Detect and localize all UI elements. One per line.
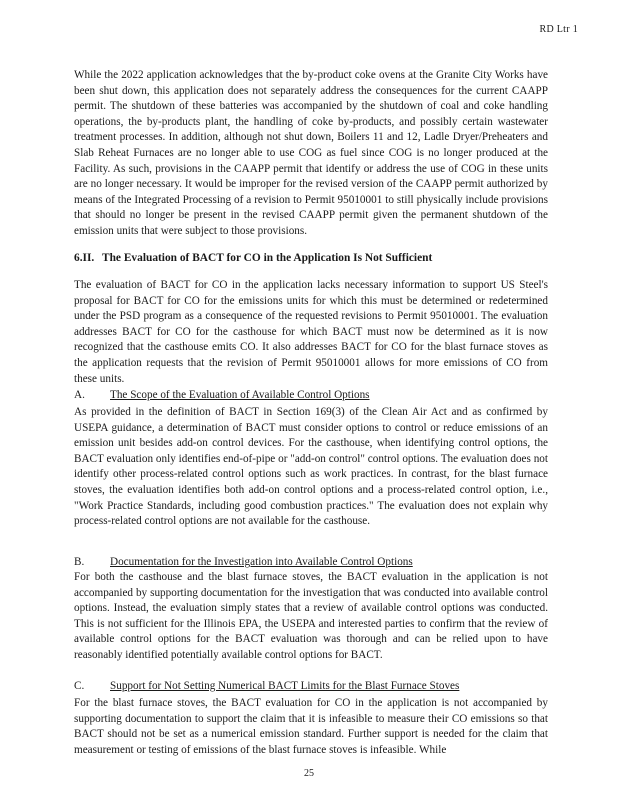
- subsection-a-title: The Scope of the Evaluation of Available Control Options: [110, 389, 370, 401]
- section-heading: [74, 252, 432, 264]
- subsection-b-title: Documentation for the Investigation into Available Control Options: [110, 556, 413, 568]
- subsection-b-heading: [74, 556, 413, 568]
- paragraph-coke-ovens-shutdown: While the 2022 application acknowledges that the by-product coke ovens at the Granite City Works have been shut down, this application does not separately address the consequences for the current CAAPP permit. The shutdown of these batteries was accompanied by the shutdown of coal and coke handling operations, the by-products plant, the handling of coke by-products, and possibly certain wastewater treatment processes. In addition, although not shut down, Boilers 11 and 12, Ladle Dryer/Preheaters and Slab Reheat Furnaces are no longer able to use COG as fuel since COG is no longer produced at the Facility. As such, provisions in the CAAPP permit that identify or address the use of COG in these units are no longer necessary. It would be improper for the revised version of the CAAPP permit authorized by means of the Integrated Processing of a revision to Permit 95010001 to still physically include provisions that should no longer be present in the revised CAAPP permit given the permanent shutdown of the emission units that were subject to those provisions.: [74, 69, 548, 237]
- paragraph-documentation-investigation: For both the casthouse and the blast furnace stoves, the BACT evaluation in the application is not accompanied by supporting documentation for the investigation that was conducted into available control options. Instead, the evaluation simply states that a review of available control options was conducted. This is not sufficient for the Illinois EPA, the USEPA and interested parties to confirm that the review of available control options for the BACT evaluation was thorough and can be relied upon to have reasonably identified potentially available control options for BACT.: [74, 571, 548, 661]
- subsection-a-heading: [74, 389, 370, 401]
- subsection-a-letter: A.: [74, 389, 85, 401]
- subsection-c-title: Support for Not Setting Numerical BACT Limits for the Blast Furnace Stoves: [110, 680, 460, 692]
- paragraph-bact-evaluation: The evaluation of BACT for CO in the application lacks necessary information to support US Steel's proposal for BACT for CO for the emissions units for which this must be determined or redetermined under the PSD program as a consequence of the requested revisions to Permit 95010001. The evaluation addresses BACT for CO for the casthouse for which BACT must now be determined as it is now recognized that the casthouse emits CO. It also addresses BACT for CO for the blast furnace stoves as the application requests that the revision of Permit 95010001 allows for more emissions of CO from these units.: [74, 279, 548, 385]
- page-number: 25: [304, 768, 314, 779]
- paragraph-numerical-limits: For the blast furnace stoves, the BACT evaluation for CO in the application is not accompanied by supporting documentation to support the claim that it is infeasible to measure their CO emissions so that BACT should not be set as a numerical emission standard. Further support is needed for the claim that measurement or testing of emissions of the blast furnace stoves is infeasible. While: [74, 697, 548, 756]
- section-number: 6.II.: [74, 252, 95, 264]
- subsection-b-letter: B.: [74, 556, 85, 568]
- subsection-c-letter: C.: [74, 680, 85, 692]
- paragraph-scope-control-options: As provided in the definition of BACT in Section 169(3) of the Clean Air Act and as confirmed by USEPA guidance, a determination of BACT must consider options to control or reduce emissions of an emission unit besides add-on control devices. For the casthouse, when identifying control options, the BACT evaluation only identifies end-of-pipe or "add-on control" control options. The evaluation does not identify other process-related control options such as work practices. In contrast, for the blast furnace stoves, the evaluation identifies both add-on control options and a process-related control option, i.e., "Work Practice Standards, including good combustion practices." The evaluation does not explain why process-related control options are not available for the casthouse.: [74, 406, 548, 528]
- section-title: The Evaluation of BACT for CO in the Application Is Not Sufficient: [102, 252, 433, 264]
- subsection-c-heading: [74, 680, 459, 692]
- document-id: RD Ltr 1: [539, 24, 578, 35]
